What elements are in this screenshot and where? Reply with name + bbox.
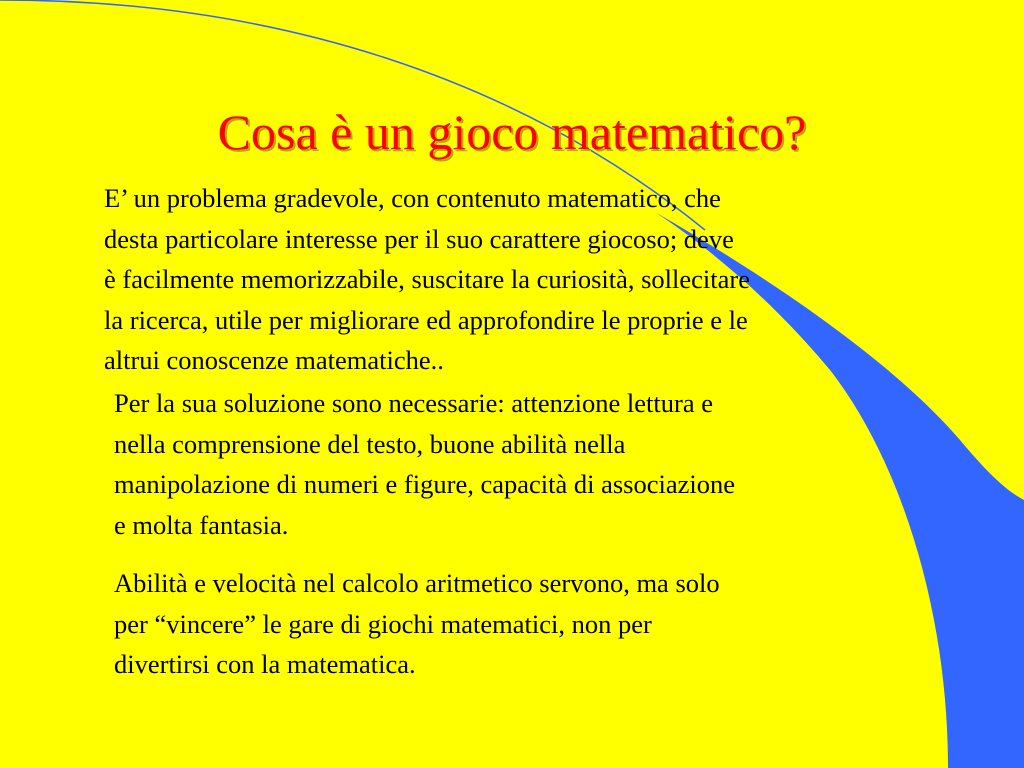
paragraph-definition [104,178,954,381]
text-line: Abilità e velocità nel calcolo aritmetico servono, ma solo [114,568,720,598]
text-line: e molta fantasia. [114,509,289,540]
text-line: divertirsi con la matematica. [114,649,416,679]
slide-title: Cosa è un gioco matematico? [217,104,807,160]
text-line: la ricerca, utile per migliorare ed approfondire le proprie e le [104,304,748,335]
text-line: desta particolare interesse per il suo carattere giocoso; deve [104,223,734,254]
text-line: Per la sua soluzione sono necessarie: attenzione lettura e [114,388,713,418]
text-line: nella comprensione del testo, buone abilità nella [114,428,626,459]
text-line: manipolazione di numeri e figure, capacità di associazione [114,469,736,499]
paragraph-requirements [114,383,934,545]
text-line: per “vincere” le gare di giochi matematici, non per [114,608,652,639]
text-line: è facilmente memorizzabile, suscitare la curiosità, sollecitare [104,264,751,294]
text-line: E’ un problema gradevole, con contenuto matematico, che [104,183,721,213]
paragraph-skills [114,563,914,685]
text-line: altrui conoscenze matematiche.. [104,345,444,375]
